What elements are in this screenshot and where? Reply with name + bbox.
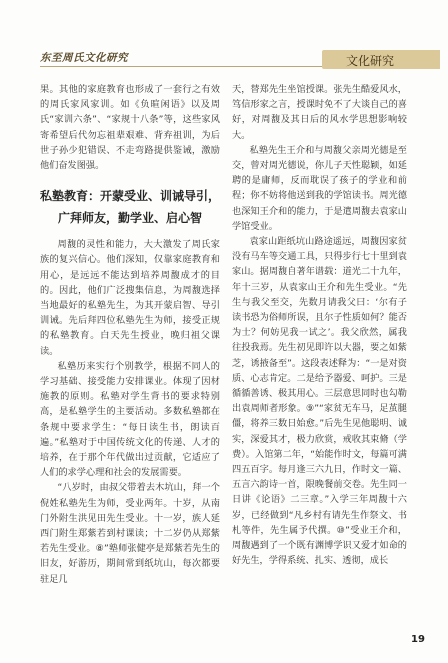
paragraph: 天，替郑先生坐馆授课。张先生酷爱风水，笃信形家之言，授课时免不了大谈自己的喜好，对周馥及其日后的风水学思想影响较大。	[232, 84, 407, 141]
right-column	[232, 82, 407, 569]
paragraph: 袁家山距纸坑山路途遥远，周馥因家贫没有马车等交通工具，只得步行七十里到袁家山。据周馥自著年谱载：道光二十九年，年十三岁，从袁家山王介和先生受业。“先生与我父至交，先数月请我父曰：‘尔有子读书恐为俗师所误，且尔子性质如何？能否为士？何妨见我一试之’。我父欣然，属我往投我焉。先生初见即许以大器，要之如紫芝，诱掖备至”。这段表述释为：“一是对资质、心志肯定。二是给予器爱、呵护。三是循循善诱、极其用心。三层意思同时也勾勒出袁周师者形象。⑨”“家贫无车马，足茧腿僵，将养三数日始愈。”后先生见他聪明、诚实，深爱其才，极力欣赏，戒收其束脩（学费）。入馆第二年，“始能作时文，每篇可满四五百字。每月逢三六九日，作时文一篇、五言六韵诗一首，限晚餐前交卷。先生同一日讲《论语》二三章。”入学三年周馥十六岁，已经做到“凡乡村有请先生作祭文、书札等件，先生属予代撰。⑩”受业王介和，周馥遇到了一个既有渊博学识又爱才如命的好先生，学得系统、扎实、透彻，成长	[232, 236, 407, 567]
section-tab	[322, 50, 440, 69]
paragraph: 私塾历来实行个别教学，根据不同人的学习基础、接受能力安排课业。体现了因材施教的原则。私塾对学生背书的要求特别高，是私塾学生的主要活动。多数私塾都在条规中要求学生：“每日读生书，朗读百遍。”私塾对于中国传统文化的传递、人才的培养，在于那个年代做出过贡献，它适应了人们的求学心理和社会的发展需要。	[40, 360, 220, 479]
journal-title: 东至周氏文化研究	[40, 52, 128, 64]
section-heading: 私塾教育：开蒙受业、训诫导引，广拜师友，勤学业、启心智	[40, 189, 221, 226]
header-rule	[40, 66, 322, 67]
paragraph: 果。其他的家庭教育也形成了一套行之有效的周氏家风家训。如《负暄闲语》以及周氏“家训六条”、“家规十八条”等，这些家风寄希望后代勿忘祖辈艰难、背弃祖训，为后世子孙少犯错误、不走弯路提供鉴诫，激励他们奋发图强。	[40, 84, 220, 172]
page-number: 19	[411, 634, 425, 645]
section-label: 文化研究	[346, 54, 395, 68]
paragraph: 私塾先生王介和与周馥父亲周光德是至交，曾对周光德说，你儿子天性聪颖，如延聘的是庸师，反而耽误了孩子的学业和前程；你不妨将他送到我的学馆读书。周光德也深知王介和的能力，于是遣周馥去袁家山学馆受业。	[232, 144, 407, 232]
left-column	[40, 82, 220, 587]
paragraph: “八岁时，由叔父带着去木坑山，拜一个倪姓私塾先生为师，受业两年。十岁，从南门外附生洪见田先生受业。十一岁，族人延西门附生郑紫若到村课读；十二岁仍从郑紫若先生受业。⑧”塾师张健亭是郑紫若先生的旧友，好游历，期间常到纸坑山，每次都要驻足几	[40, 482, 220, 585]
paragraph: 周馥的灵性和能力，大大激发了周氏家族的复兴信心。他们深知，仅靠家庭教育和用心，是远远不能达到培养周馥成才的目的。因此，他们广泛搜集信息，为周馥选择当地最好的私塾先生，为其开蒙启智、导引训诫。先后拜四位私塾先生为师，接受正规的私塾教育。白天先生授业，晚归祖父课读。	[40, 239, 220, 357]
